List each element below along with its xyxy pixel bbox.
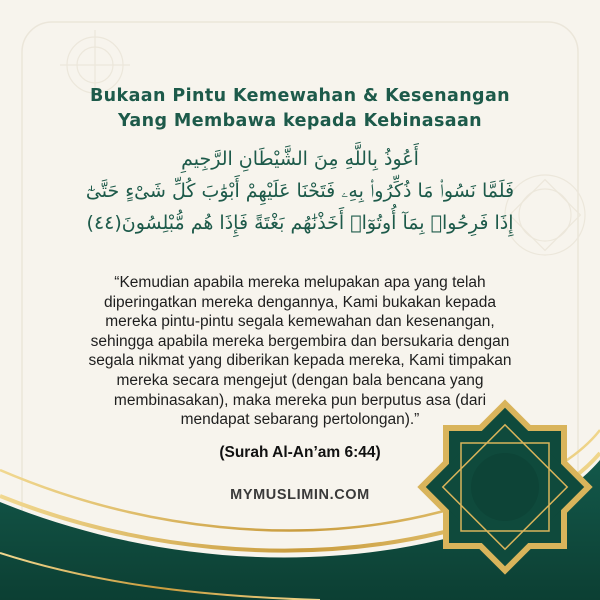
translation-line: sehingga apabila mereka bergembira dan bersukaria dengan (90, 332, 510, 350)
arabic-line: فَلَمَّا نَسُوا۟ مَا ذُكِّرُوا۟ بِهِۦ فَتَحْنَا عَلَيْهِمْ أَبْوَٰبَ كُلِّ شَىْءٍ حَتَّىٰٓ (85, 180, 515, 202)
page-title (0, 84, 600, 134)
arabic-line: إِذَا فَرِحُوا۟ بِمَآ أُوتُوٓا۟ أَخَذْنَٰهُم بَغْتَةً فَإِذَا هُم مُّبْلِسُونَ(٤٤) (86, 212, 514, 234)
title-line: Yang Membawa kepada Kebinasaan (117, 111, 483, 131)
translation-line: “Kemudian apabila mereka melupakan apa yang telah (114, 274, 486, 291)
translation-line: mereka secara mengejut (dengan bala bencana yang (116, 371, 484, 389)
translation-line: mereka pintu-pintu segala kemewahan dan kesenangan, (105, 313, 495, 331)
translation-line: diperingatkan mereka dengannya, Kami bukakan kepada (103, 293, 497, 311)
surah-reference: (Surah Al-An’am 6:44) (219, 444, 381, 461)
translation-line: mendapat sebarang pertolongan).” (180, 411, 420, 429)
translation-line: segala nikmat yang diberikan kepada mereka, Kami timpakan (88, 352, 512, 370)
arabic-line: أَعُوذُ بِاللَّهِ مِنَ الشَّيْطَانِ الرَّجِيمِ (181, 148, 419, 170)
translation-text (70, 273, 530, 430)
translation-line: membinasakan), maka mereka pun berputus asa (dari (113, 391, 487, 409)
website-link[interactable]: MYMUSLIMIN.COM (230, 487, 370, 503)
title-line: Bukaan Pintu Kemewahan & Kesenangan (89, 86, 511, 106)
arabic-verse (60, 143, 540, 239)
